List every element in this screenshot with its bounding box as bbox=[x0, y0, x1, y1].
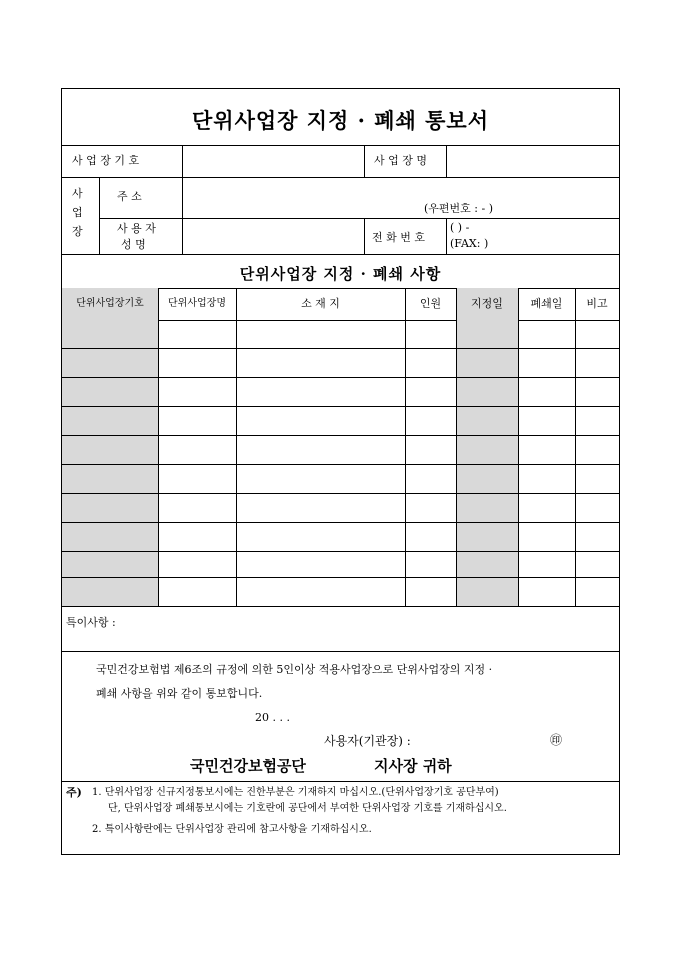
seal-mark: ㊞ bbox=[550, 733, 563, 747]
phone-label: 전 화 번 호 bbox=[372, 231, 425, 244]
note-1-line-1: 1. 단위사업장 신규지정통보시에는 진한부분은 기재하지 마십시오.(단위사업장기호 공단부여) bbox=[92, 787, 499, 798]
divider bbox=[364, 218, 365, 254]
table-row-line bbox=[62, 577, 619, 578]
table-row-line bbox=[62, 493, 619, 494]
divider bbox=[99, 177, 100, 254]
shaded-column-date bbox=[456, 288, 518, 606]
table-column-line bbox=[456, 288, 457, 606]
note-1-line-2: 단, 단위사업장 폐쇄통보시에는 기호란에 공단에서 부여한 단위사업장 기호를 기재하십시오. bbox=[108, 803, 507, 814]
site-side-label-1: 사 bbox=[72, 187, 83, 200]
postal-code-label: (우편번호 : - ) bbox=[424, 202, 493, 215]
remarks-label: 특이사항 : bbox=[66, 616, 116, 629]
applicant-label: 사용자(기관장) : bbox=[324, 734, 411, 748]
column-header-designation-date: 지정일 bbox=[471, 297, 503, 310]
remarks-field[interactable] bbox=[122, 607, 619, 650]
table-column-line bbox=[405, 288, 406, 606]
column-header-location: 소 재 지 bbox=[301, 297, 340, 310]
table-column-line bbox=[236, 288, 237, 606]
address-field[interactable] bbox=[183, 178, 619, 218]
table-row-line bbox=[62, 522, 619, 523]
table-column-line bbox=[518, 288, 519, 606]
notification-form bbox=[61, 88, 620, 855]
site-name-field[interactable] bbox=[447, 146, 619, 177]
note-mark: 주) bbox=[66, 786, 82, 799]
table-column-line bbox=[158, 288, 159, 606]
column-header-closure-date: 폐쇄일 bbox=[530, 297, 563, 310]
shaded-column-code bbox=[62, 288, 158, 606]
divider bbox=[364, 145, 365, 177]
table-row-line bbox=[62, 464, 619, 465]
column-header-remarks: 비고 bbox=[586, 297, 608, 310]
site-code-field[interactable] bbox=[183, 146, 363, 177]
table-column-line bbox=[575, 288, 576, 606]
fax-field[interactable]: (FAX: ) bbox=[450, 237, 489, 250]
table-row-line bbox=[62, 348, 619, 349]
divider bbox=[62, 254, 619, 255]
divider bbox=[446, 218, 447, 254]
phone-field[interactable]: ( ) - bbox=[450, 221, 470, 234]
table-row-line bbox=[62, 377, 619, 378]
column-header-unit-name: 단위사업장명 bbox=[168, 298, 226, 309]
employer-label-line1: 사 용 자 bbox=[117, 222, 156, 235]
column-header-unit-code: 단위사업장기호 bbox=[76, 298, 144, 309]
date-line[interactable]: 20 . . . bbox=[255, 711, 290, 724]
divider bbox=[62, 651, 619, 652]
employer-name-field[interactable] bbox=[183, 219, 363, 254]
table-row-line bbox=[62, 435, 619, 436]
divider bbox=[62, 781, 619, 782]
site-code-label: 사 업 장 기 호 bbox=[72, 154, 140, 167]
notice-line-1: 국민건강보험법 제6조의 규정에 의한 5인이상 적용사업장으로 단위사업장의 지정 · bbox=[96, 663, 493, 676]
column-header-headcount: 인원 bbox=[419, 297, 442, 310]
note-2: 2. 특이사항란에는 단위사업장 관리에 참고사항을 기재하십시오. bbox=[92, 824, 372, 835]
section-title: 단위사업장 지정 · 폐쇄 사항 bbox=[239, 265, 442, 283]
recipient-org: 국민건강보험공단 bbox=[190, 757, 306, 775]
recipient-branch: 지사장 귀하 bbox=[374, 757, 452, 775]
site-name-label: 사 업 장 명 bbox=[374, 154, 427, 167]
table-row-line bbox=[62, 551, 619, 552]
table-row-line bbox=[62, 406, 619, 407]
site-side-label-2: 업 bbox=[72, 206, 83, 219]
site-side-label-3: 장 bbox=[72, 225, 83, 238]
notice-line-2: 폐쇄 사항을 위와 같이 통보합니다. bbox=[96, 687, 263, 700]
form-title: 단위사업장 지정 · 폐쇄 통보서 bbox=[192, 108, 489, 133]
address-label: 주 소 bbox=[117, 190, 142, 203]
employer-label-line2: 성 명 bbox=[121, 238, 146, 251]
